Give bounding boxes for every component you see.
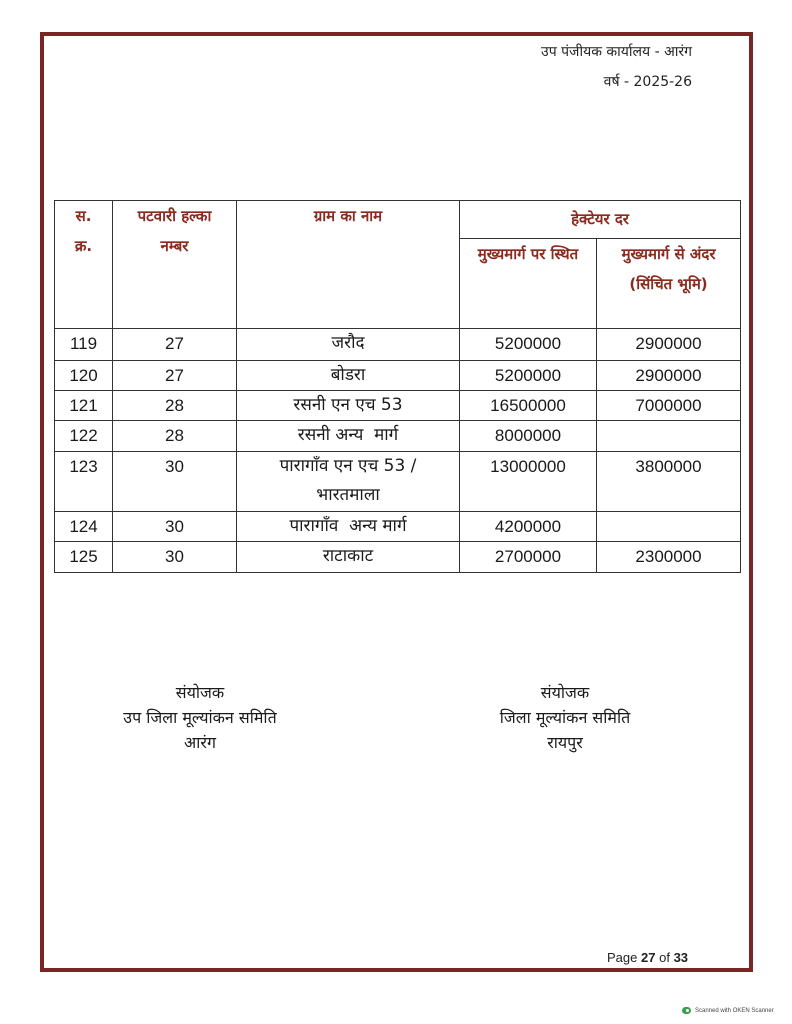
- scanner-watermark: [682, 1007, 774, 1014]
- cell-serial: 121: [55, 391, 113, 421]
- cell-patwari: 28: [113, 391, 237, 421]
- toggle-icon: [682, 1007, 691, 1014]
- cell-serial: 125: [55, 542, 113, 573]
- col-header-inside-main-road: मुख्यमार्ग से अंदर (सिंचित भूमि): [597, 239, 741, 329]
- scanner-text: Scanned with OKEN Scanner: [695, 1007, 774, 1014]
- cell-village: पारागाँव अन्य मार्ग: [237, 512, 460, 542]
- cell-village: बोडरा: [237, 361, 460, 391]
- cell-serial: 119: [55, 329, 113, 361]
- cell-inside-main-road: 3800000: [597, 452, 741, 512]
- cell-inside-main-road: [597, 421, 741, 452]
- table-row: [55, 391, 741, 421]
- cell-on-main-road: 5200000: [460, 361, 597, 391]
- cell-serial: 122: [55, 421, 113, 452]
- col-header-patwari: पटवारी हल्का नम्बर: [113, 201, 237, 329]
- signature-place: आरंग: [184, 733, 216, 752]
- table-row: [55, 361, 741, 391]
- col-header-village: ग्राम का नाम: [237, 201, 460, 329]
- signature-block-left: [85, 680, 315, 755]
- cell-on-main-road: 4200000: [460, 512, 597, 542]
- year-label: वर्ष - 2025-26: [603, 74, 692, 90]
- cell-inside-main-road: 7000000: [597, 391, 741, 421]
- cell-village: पारागाँव एन एच 53 / भारतमाला: [237, 452, 460, 512]
- cell-village: राटाकाट: [237, 542, 460, 573]
- table-row: [55, 452, 741, 512]
- cell-patwari: 27: [113, 329, 237, 361]
- cell-inside-main-road: 2300000: [597, 542, 741, 573]
- cell-village: रसनी एन एच 53: [237, 391, 460, 421]
- table-row: [55, 512, 741, 542]
- rate-table: [54, 200, 741, 573]
- cell-village: जरौद: [237, 329, 460, 361]
- signature-place: रायपुर: [547, 733, 583, 752]
- cell-patwari: 30: [113, 542, 237, 573]
- signature-committee: जिला मूल्यांकन समिति: [499, 708, 631, 727]
- cell-on-main-road: 2700000: [460, 542, 597, 573]
- signature-block-right: [455, 680, 675, 755]
- cell-serial: 123: [55, 452, 113, 512]
- cell-patwari: 28: [113, 421, 237, 452]
- cell-inside-main-road: 2900000: [597, 361, 741, 391]
- cell-serial: 124: [55, 512, 113, 542]
- cell-patwari: 30: [113, 452, 237, 512]
- page-prefix: Page: [607, 950, 638, 965]
- cell-on-main-road: 13000000: [460, 452, 597, 512]
- cell-village: रसनी अन्य मार्ग: [237, 421, 460, 452]
- col-header-serial: स. क्र.: [55, 201, 113, 329]
- table-row: [55, 542, 741, 573]
- signature-title: संयोजक: [175, 683, 225, 702]
- cell-on-main-road: 8000000: [460, 421, 597, 452]
- table-row: [55, 329, 741, 361]
- page-current: 27: [641, 950, 656, 965]
- table-row: [55, 421, 741, 452]
- page-number: [607, 950, 688, 965]
- col-header-on-main-road: मुख्यमार्ग पर स्थित: [460, 239, 597, 329]
- page-total: 33: [673, 950, 689, 965]
- cell-on-main-road: 16500000: [460, 391, 597, 421]
- cell-patwari: 30: [113, 512, 237, 542]
- signature-title: संयोजक: [540, 683, 590, 702]
- cell-inside-main-road: 2900000: [597, 329, 741, 361]
- cell-patwari: 27: [113, 361, 237, 391]
- cell-inside-main-road: [597, 512, 741, 542]
- signature-committee: उप जिला मूल्यांकन समिति: [123, 708, 277, 727]
- col-header-rate-group: हेक्टेयर दर: [460, 201, 741, 239]
- page-of: of: [659, 950, 670, 965]
- office-title: उप पंजीयक कार्यालय - आरंग: [541, 44, 692, 60]
- cell-on-main-road: 5200000: [460, 329, 597, 361]
- cell-serial: 120: [55, 361, 113, 391]
